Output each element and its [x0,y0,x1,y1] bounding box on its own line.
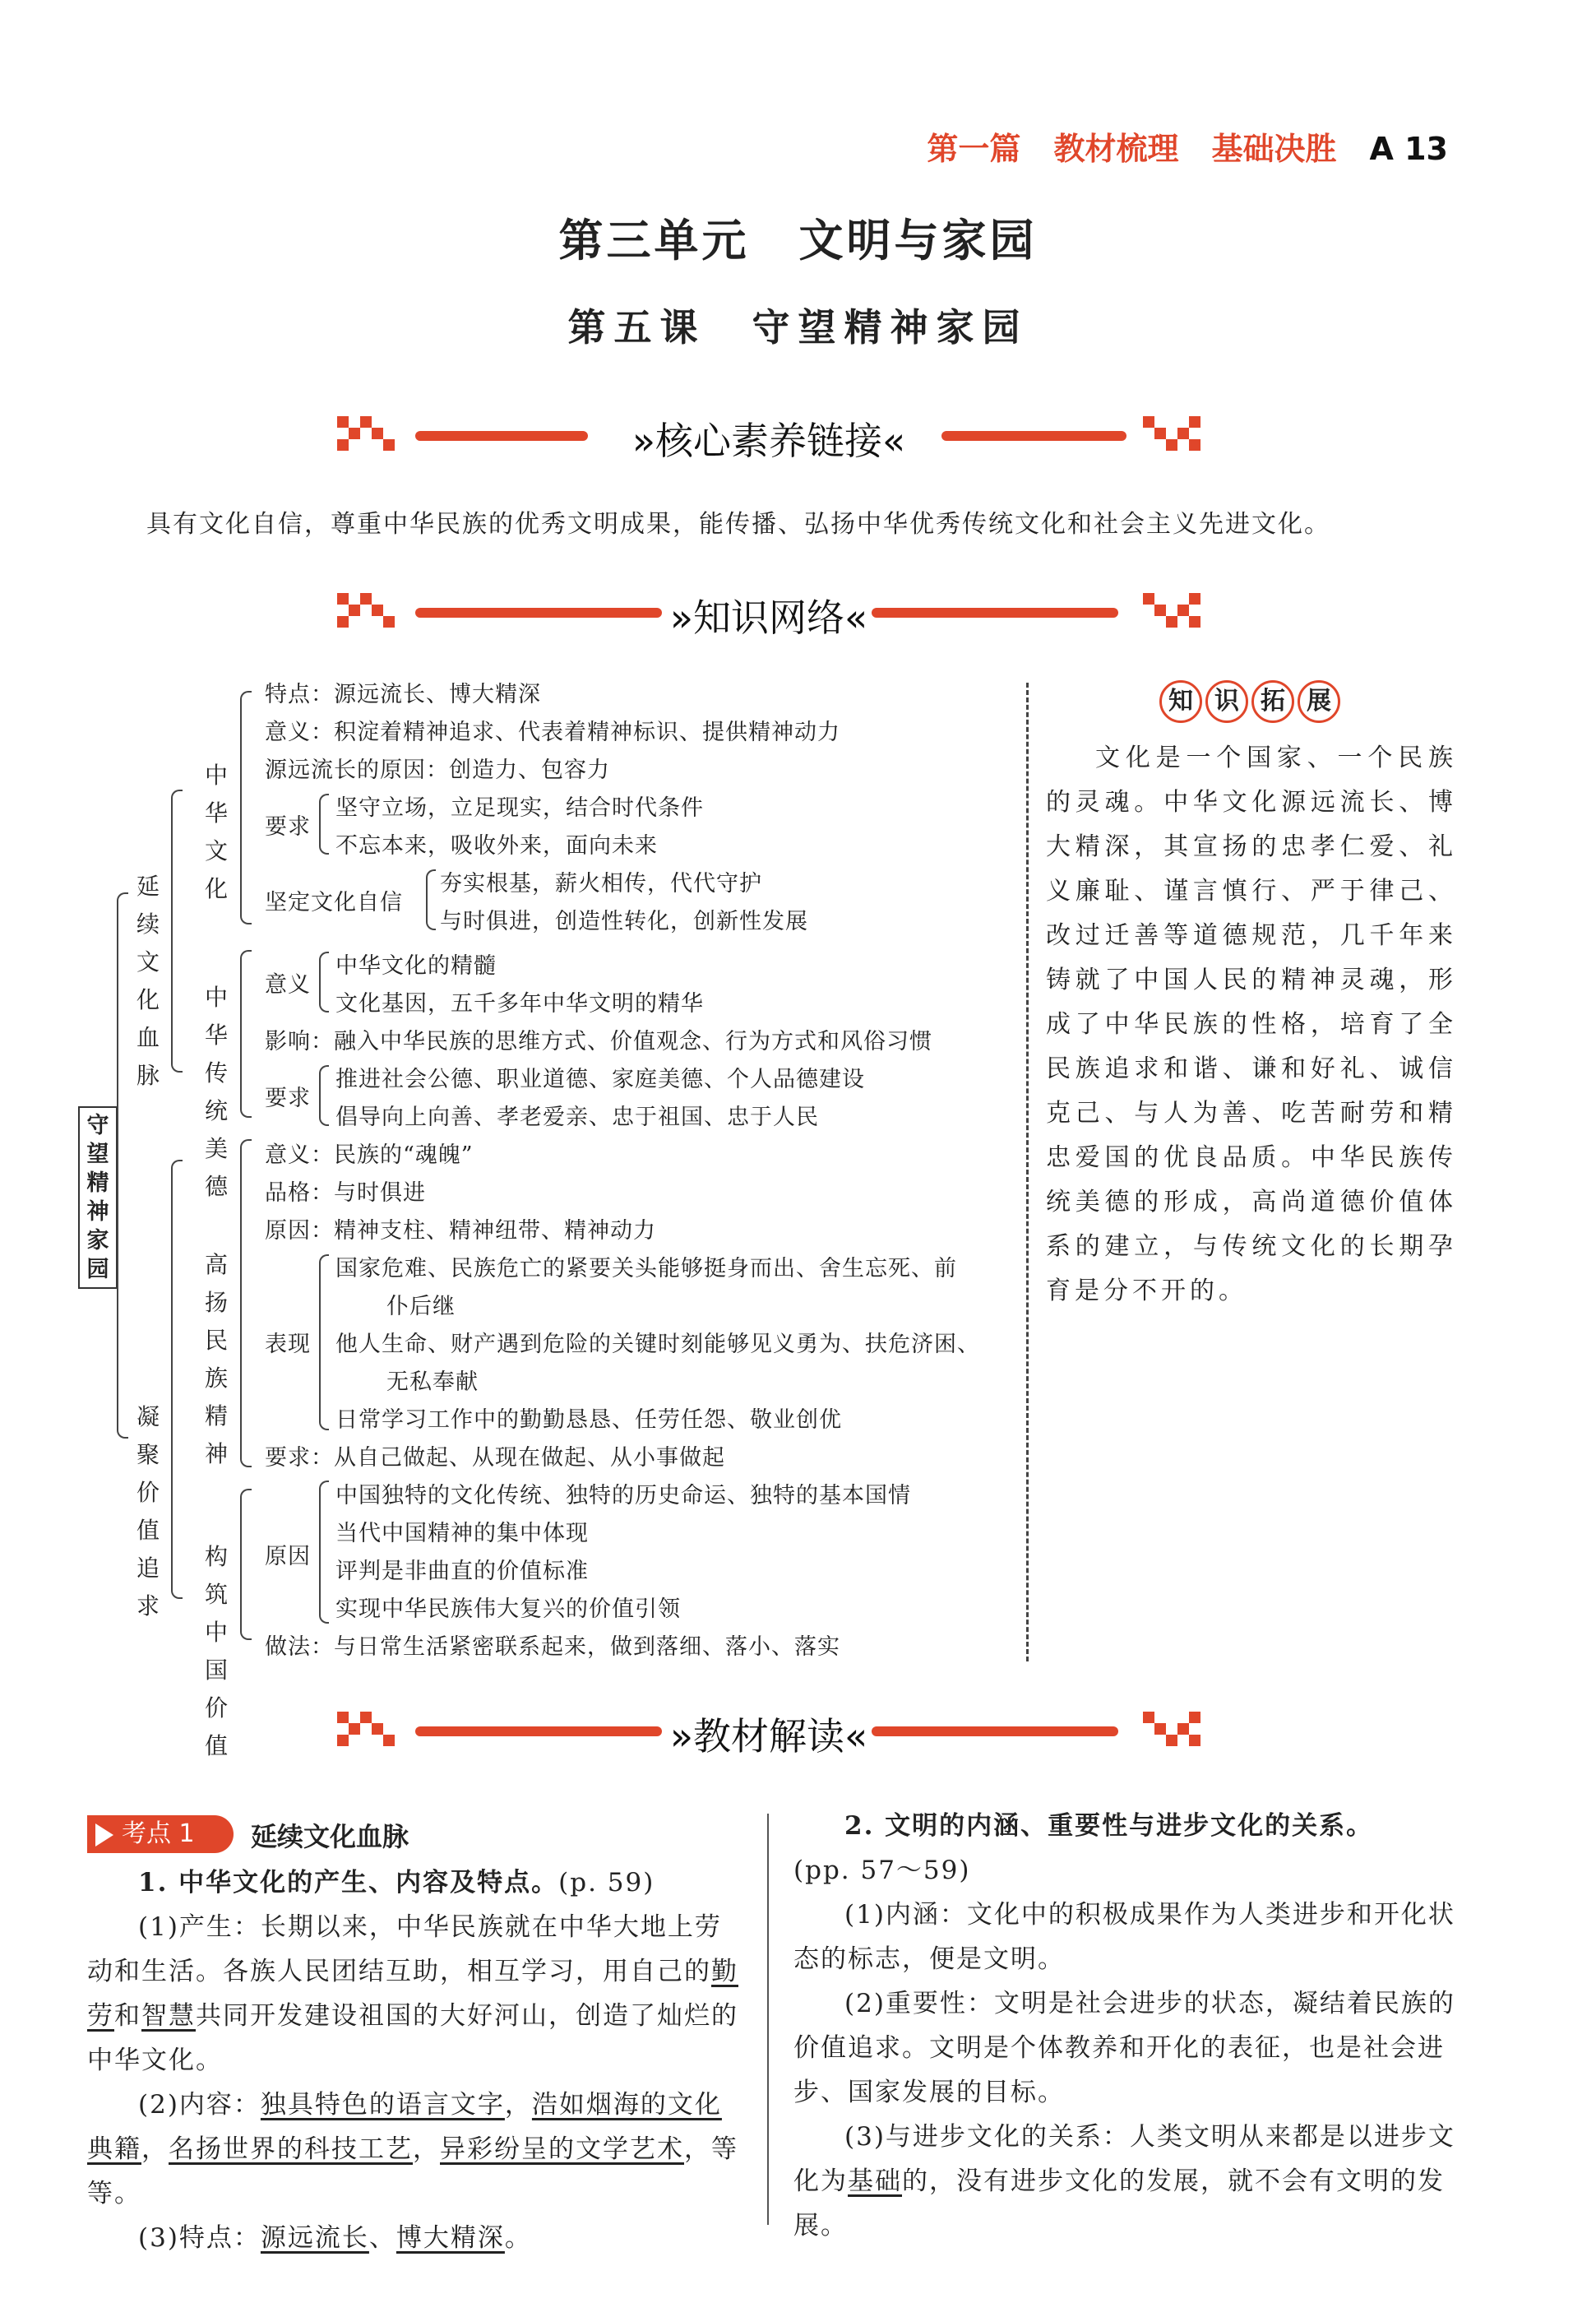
banner-core-text: »核心素养链接« [631,419,906,463]
text: (3)与进步文化的关系：人类文明从来都是以进步文化为 [793,2122,1455,2196]
text: ，等等。 [87,2134,738,2208]
tree-node-spirit: 高扬民族精神 [204,1251,228,1467]
key-term: 独具特色的语言文字 [260,2090,505,2120]
text: 共同开发建设祖国的大好河山，创造了灿烂的中华文化。 [87,2001,738,2075]
key-term: 智慧 [141,2001,196,2031]
tree-key: 原因 [265,1544,311,1569]
text: (1)产生：长期以来，中华民族就在中华大地上劳动和生活。各族人民团结互助，相互学习，用自己的 [87,1912,722,1986]
tree-leaf: 当代中国精神的集中体现 [335,1521,589,1546]
tree-node-virtue: 中华传统美德 [204,984,228,1200]
unit-name: 文明与家园 [798,214,1038,266]
brace [171,1160,183,1599]
divider [1026,683,1029,1661]
brace [319,1065,329,1126]
side-heading [1159,680,1344,723]
brace [240,1139,252,1467]
tree-leaf: 评判是非曲直的价值标准 [335,1559,589,1584]
brace [240,691,252,924]
text: (2)内容： [138,2090,261,2120]
key-term: 名扬世界的科技工艺 [169,2134,413,2164]
key-term: 源远流长 [260,2223,369,2253]
tree-leaf: 推进社会公德、职业道德、家庭美德、个人品德建设 [335,1067,865,1092]
page-number: A 13 [1369,131,1448,167]
text: 。 [504,2223,532,2253]
tree-leaf: 倡导向上向善、孝老爱亲、忠于祖国、忠于人民 [335,1105,819,1130]
tree-leaf: 他人生命、财产遇到危险的关键时刻能够见义勇为、扶危济困、 [335,1332,980,1357]
header-subtitle: 基础决胜 [1211,131,1337,167]
paragraph [87,1905,745,2083]
tree-leaf: 坚守立场，立足现实，结合时代条件 [335,795,704,821]
tree-branch-1: 延续文化血脉 [136,873,160,1089]
brace [171,790,183,1073]
core-text: 具有文化自信，尊重中华民族的优秀文明成果，能传播、弘扬中华优秀传统文化和社会主义先进文化。 [146,510,1330,539]
brace [240,950,252,1118]
tree-root: 守望精神家园 [78,1106,118,1289]
tree-branch-2: 凝聚价值追求 [136,1403,160,1620]
column-divider [767,1814,769,2225]
banner-reading-text: »教材解读« [669,1714,868,1759]
banner-core [337,411,1200,469]
key-term: 勤劳 [87,1957,738,2031]
right-column [793,1804,1460,2248]
tree-leaf: 品格：与时俱进 [265,1180,426,1206]
question-1 [87,1860,745,1905]
tree-leaf: 原因：精神支柱、精神纽带、精神动力 [265,1218,656,1244]
kaodian-badge [87,1815,234,1853]
tree-leaf: 日常学习工作中的勤勤恳恳、任劳任怨、敬业创优 [335,1407,842,1433]
tree-node-culture: 中华文化 [204,762,228,902]
tree-leaf: 中国独特的文化传统、独特的历史命运、独特的基本国情 [335,1483,911,1508]
tree-leaf: 源远流长的原因：创造力、包容力 [265,758,610,783]
side-head-char: 知 [1159,680,1202,723]
brace [319,1254,329,1430]
text: ， [141,2134,169,2164]
tree-key: 表现 [265,1332,311,1357]
text: 和 [114,2001,141,2031]
text: ， [504,2090,532,2120]
text: ， [413,2134,440,2164]
side-head-char: 展 [1298,680,1340,723]
unit-number: 第三单元 [558,214,750,266]
header-section: 教材梳理 [1053,131,1179,167]
unit-title [0,206,1596,269]
key-term: 浩如烟海的文化典籍 [87,2090,722,2164]
banner-reading [337,1707,1200,1764]
tree-leaf: 意义：积淀着精神追求、代表着精神标识、提供精神动力 [265,720,840,745]
banner-network [337,588,1200,646]
paragraph [793,2115,1460,2248]
page-ref: (p. 59) [558,1868,655,1898]
text: 、 [368,2223,396,2253]
lesson-title: 第五课 守望精神家园 [567,305,1029,350]
kaodian-label: 考点 1 [122,1819,195,1848]
tree-leaf: 不忘本来，吸收外来，面向未来 [335,833,658,859]
tree-key: 要求 [265,1086,311,1111]
question-2: 2. 文明的内涵、重要性与进步文化的关系。 [844,1811,1374,1841]
question-1-text: 1. 中华文化的产生、内容及特点。 [138,1868,559,1898]
key-term: 博大精深 [396,2223,505,2253]
tree-leaf: 影响：融入中华民族的思维方式、价值观念、行为方式和风俗习惯 [265,1029,932,1054]
running-header [927,123,1448,169]
tree-leaf: 做法：与日常生活紧密联系起来，做到落细、落小、落实 [265,1634,840,1660]
tree-leaf: 国家危难、民族危亡的紧要关头能够挺身而出、舍生忘死、前 [335,1256,957,1281]
tree-leaf: 夯实根基，薪火相传，代代守护 [440,871,762,897]
banner-network-text: »知识网络« [669,595,868,640]
brace [319,952,329,1012]
paragraph: (1)内涵：文化中的积极成果作为人类进步和开化状态的标志，便是文明。 [793,1900,1455,1974]
brace [319,794,329,855]
brace [240,1489,252,1640]
tree-leaf: 意义：民族的“魂魄” [265,1142,474,1168]
text: 的，没有进步文化的发展，就不会有文明的发展。 [793,2166,1445,2240]
kaodian-title: 延续文化血脉 [251,1821,409,1852]
paragraph: (2)重要性：文明是社会进步的状态，凝结着民族的价值追求。文明是个体教养和开化的表征，也是社会进步、国家发展的目标。 [793,1989,1455,2107]
tree-key: 要求 [265,814,311,840]
page-ref: (pp. 57～59) [793,1856,971,1885]
tree-key: 意义 [265,972,311,998]
play-icon [95,1823,113,1847]
side-head-char: 识 [1205,680,1248,723]
text: (3)特点： [138,2223,261,2253]
tree-leaf: 文化基因，五千多年中华文明的精华 [335,991,704,1017]
paragraph [87,2216,745,2260]
side-head-char: 拓 [1251,680,1294,723]
paragraph [87,2083,745,2216]
brace [426,869,436,930]
tree-leaf: 无私奉献 [386,1369,479,1395]
key-term: 基础 [848,2166,902,2196]
tree-key: 坚定文化自信 [265,890,403,915]
header-part: 第一篇 [927,131,1021,167]
tree-leaf: 仆后继 [386,1294,456,1319]
brace [117,892,128,1439]
tree-node-value: 构筑中国价值 [204,1543,228,1759]
brace [319,1480,329,1624]
side-text: 文化是一个国家、一个民族的灵魂。中华文化源远流长、博大精深，其宣扬的忠孝仁爱、礼义廉耻、谨言慎行、严于律己、改过迁善等道德规范，几千年来铸就了中国人民的精神灵魂，形成了中华民族的性格，培育了全民族追求和谐、谦和好礼、诚信克己、与人为善、吃苦耐劳和精忠爱国的优良品质。中华民族传统美德的形成，高尚道德价值体系的建立，与传统文化的长期孕育是分不开的。 [1046,744,1457,1305]
left-column [87,1860,745,2260]
tree-leaf: 中华文化的精髓 [335,953,497,979]
tree-leaf: 实现中华民族伟大复兴的价值引领 [335,1596,681,1622]
tree-leaf: 特点：源远流长、博大精深 [265,682,541,707]
tree-leaf: 要求：从自己做起、从现在做起、从小事做起 [265,1445,725,1471]
tree-leaf: 与时俱进，创造性转化，创新性发展 [440,909,808,934]
key-term: 异彩纷呈的文学艺术 [440,2134,684,2164]
